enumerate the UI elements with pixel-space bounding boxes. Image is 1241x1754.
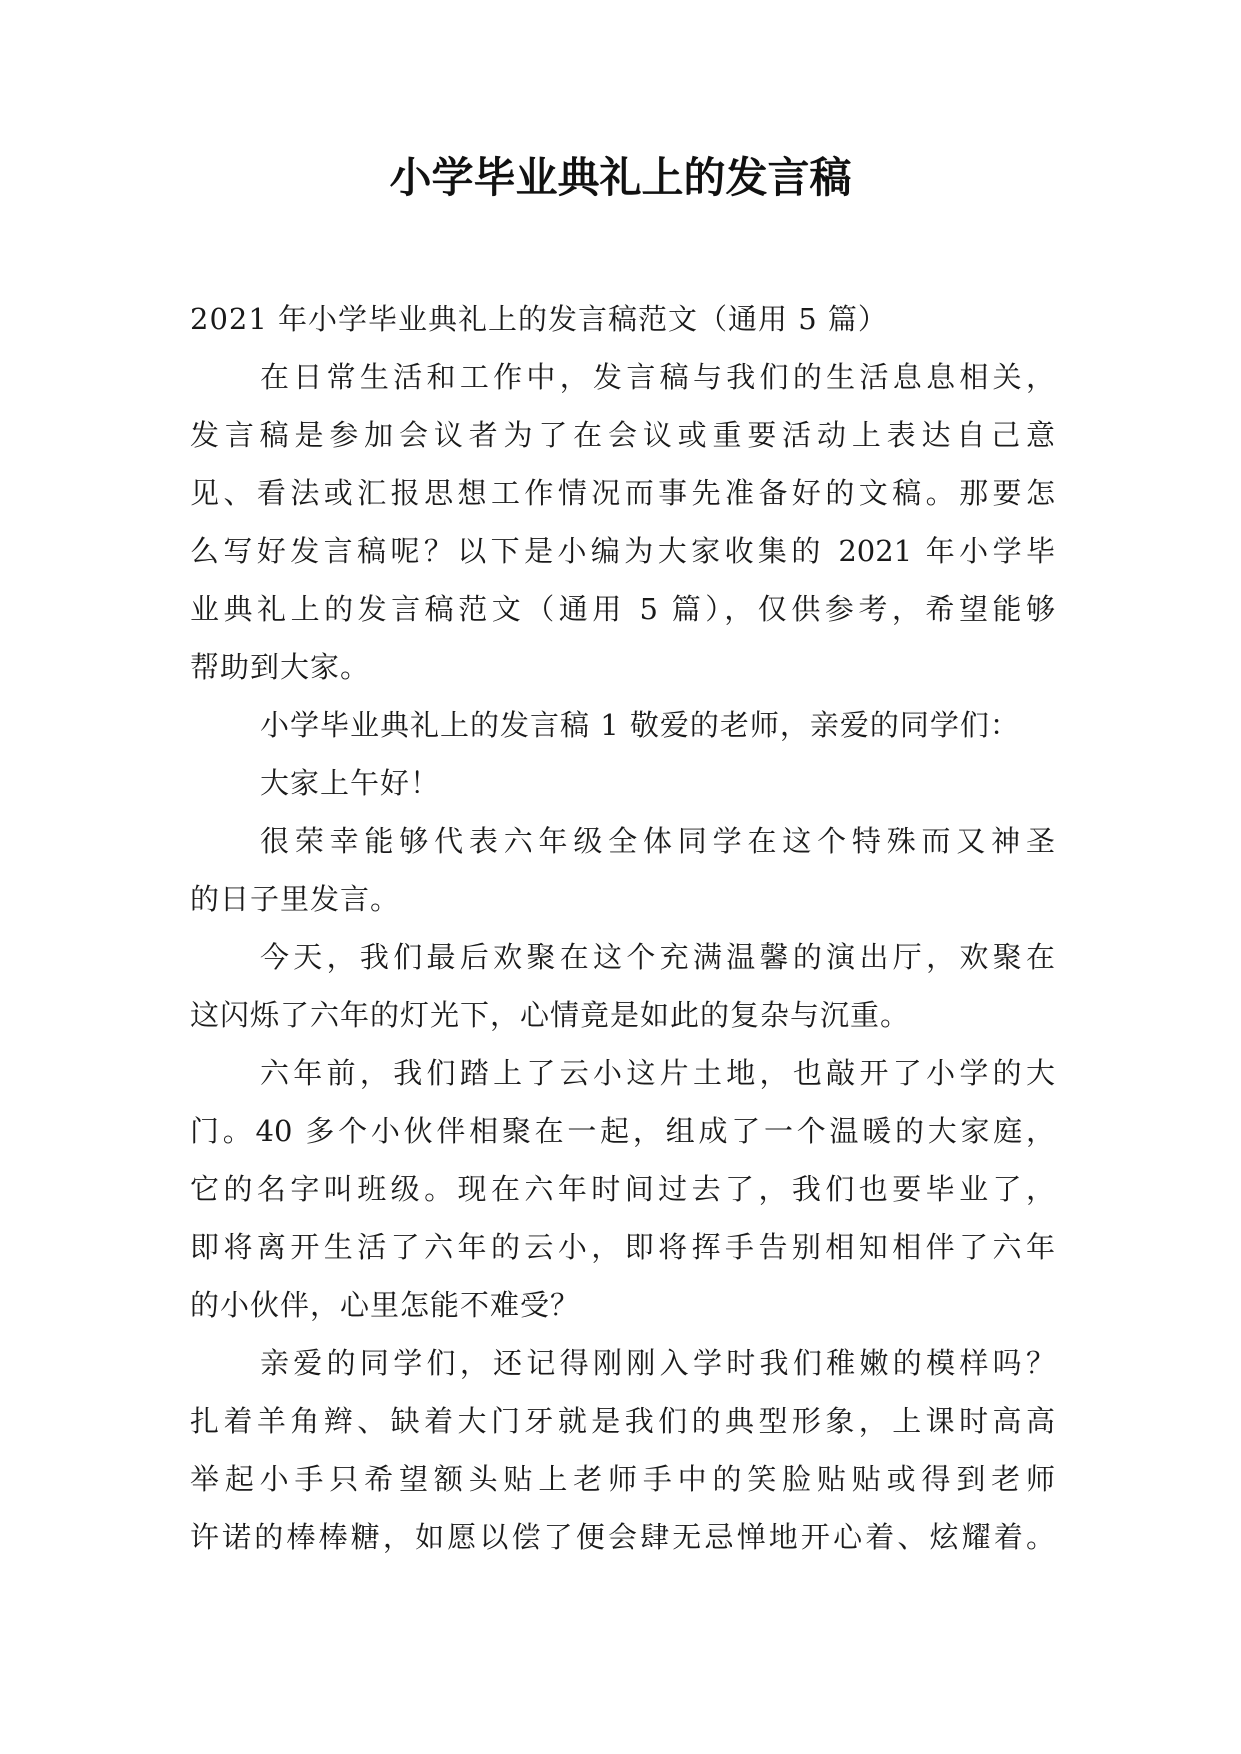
body-line: 许诺的棒棒糖，如愿以偿了便会肆无忌惮地开心着、炫耀着。 [190,1520,1055,1554]
body-line: 么写好发言稿呢？以下是小编为大家收集的 2021 年小学毕 [190,534,1055,568]
body-line: 的小伙伴，心里怎能不难受？ [190,1288,581,1322]
body-line: 在日常生活和工作中，发言稿与我们的生活息息相关， [260,360,1055,394]
document-body [190,290,1055,1566]
body-line: 很荣幸能够代表六年级全体同学在这个特殊而又神圣 [260,824,1055,858]
body-line: 发言稿是参加会议者为了在会议或重要活动上表达自己意 [190,418,1055,452]
body-line: 亲爱的同学们，还记得刚刚入学时我们稚嫩的模样吗？ [260,1346,1055,1380]
body-line: 六年前，我们踏上了云小这片土地，也敲开了小学的大 [260,1056,1055,1090]
body-line: 小学毕业典礼上的发言稿 1 敬爱的老师，亲爱的同学们： [260,708,1020,742]
body-line: 这闪烁了六年的灯光下，心情竟是如此的复杂与沉重。 [190,998,911,1032]
body-line: 它的名字叫班级。现在六年时间过去了，我们也要毕业了， [190,1172,1055,1206]
body-line: 业典礼上的发言稿范文（通用 5 篇），仅供参考，希望能够 [190,592,1055,626]
body-line: 扎着羊角辫、缺着大门牙就是我们的典型形象，上课时高高 [190,1404,1055,1438]
body-line: 帮助到大家。 [190,650,371,684]
body-line: 的日子里发言。 [190,882,401,916]
body-line: 大家上午好！ [260,766,441,800]
body-line: 今天，我们最后欢聚在这个充满温馨的演出厅，欢聚在 [260,940,1055,974]
body-line: 即将离开生活了六年的云小，即将挥手告别相知相伴了六年 [190,1230,1055,1264]
document-title: 小学毕业典礼上的发言稿 [389,153,852,202]
body-line: 门。40 多个小伙伴相聚在一起，组成了一个温暖的大家庭， [190,1114,1055,1148]
document-subtitle: 2021 年小学毕业典礼上的发言稿范文（通用 5 篇） [190,302,888,336]
body-line: 举起小手只希望额头贴上老师手中的笑脸贴贴或得到老师 [190,1462,1055,1496]
body-line: 见、看法或汇报思想工作情况而事先准备好的文稿。那要怎 [190,476,1055,510]
